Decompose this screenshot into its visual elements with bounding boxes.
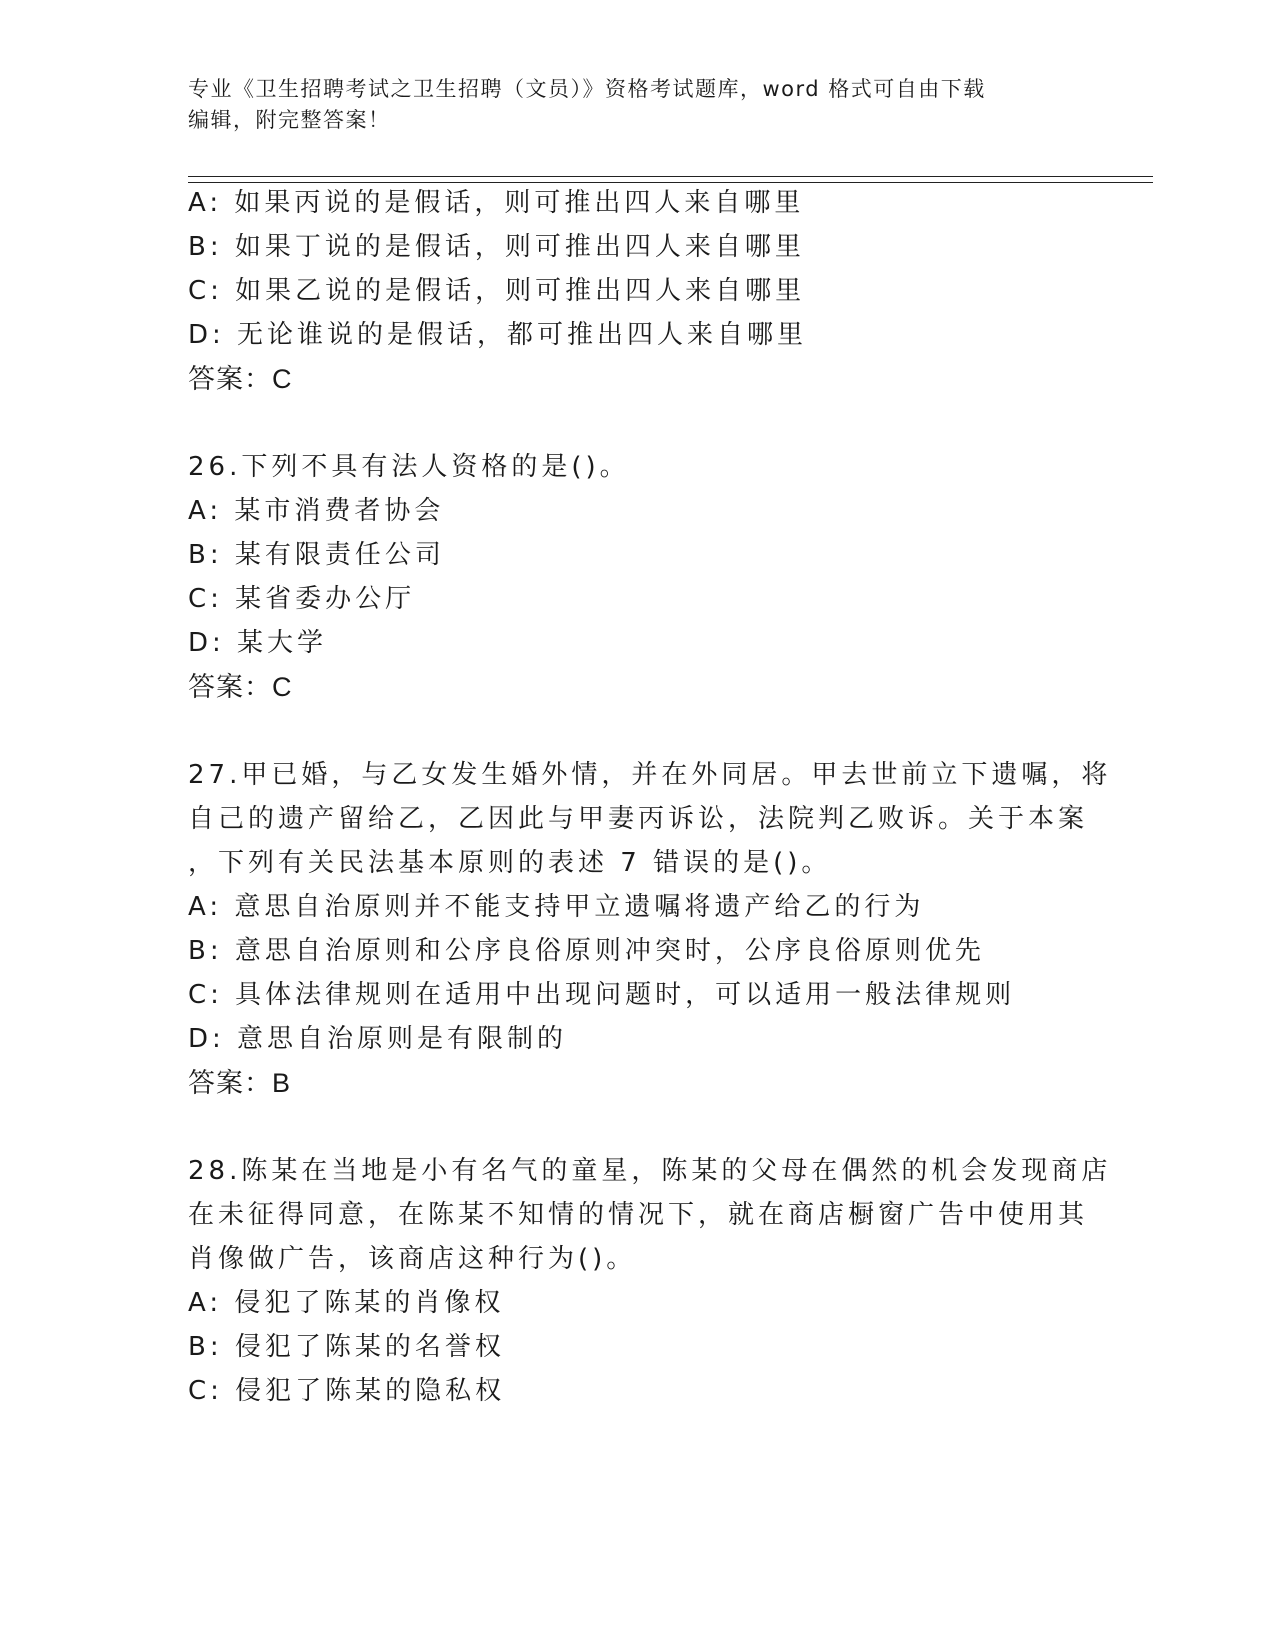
question-stem: 27.甲已婚，与乙女发生婚外情，并在外同居。甲去世前立下遗嘱，将 <box>188 760 1112 790</box>
document-header <box>188 74 1068 136</box>
question-stem: ，下列有关民法基本原则的表述 7 错误的是()。 <box>188 848 832 878</box>
header-rule-top <box>188 176 1153 177</box>
option-b: B: 侵犯了陈某的名誉权 <box>188 1332 505 1362</box>
option-b: B: 意思自治原则和公序良俗原则冲突时，公序良俗原则优先 <box>188 936 985 966</box>
option-d: D: 意思自治原则是有限制的 <box>188 1024 568 1054</box>
option-c: C: 具体法律规则在适用中出现问题时，可以适用一般法律规则 <box>188 980 1016 1010</box>
question-stem: 在未征得同意，在陈某不知情的情况下，就在商店橱窗广告中使用其 <box>188 1200 1089 1230</box>
option-c: C: 某省委办公厅 <box>188 584 416 614</box>
option-c: C: 如果乙说的是假话，则可推出四人来自哪里 <box>188 276 806 306</box>
option-b: B: 某有限责任公司 <box>188 540 445 570</box>
question-stem: 28.陈某在当地是小有名气的童星，陈某的父母在偶然的机会发现商店 <box>188 1156 1112 1186</box>
header-line-1: 专业《卫生招聘考试之卫生招聘（文员）》资格考试题库，word 格式可自由下载 <box>188 77 986 101</box>
header-rule-bottom <box>188 182 1153 183</box>
option-a: A: 意思自治原则并不能支持甲立遗嘱将遗产给乙的行为 <box>188 892 925 922</box>
question-stem: 自己的遗产留给乙，乙因此与甲妻丙诉讼，法院判乙败诉。关于本案 <box>188 804 1089 834</box>
question-stem: 26.下列不具有法人资格的是()。 <box>188 452 630 482</box>
option-d: D: 某大学 <box>188 628 328 658</box>
option-a: A: 某市消费者协会 <box>188 496 445 526</box>
option-b: B: 如果丁说的是假话，则可推出四人来自哪里 <box>188 232 805 262</box>
question-stem: 肖像做广告，该商店这种行为()。 <box>188 1244 637 1274</box>
answer: 答案：C <box>188 672 293 702</box>
option-c: C: 侵犯了陈某的隐私权 <box>188 1376 506 1406</box>
option-d: D: 无论谁说的是假话，都可推出四人来自哪里 <box>188 320 808 350</box>
option-a: A: 如果丙说的是假话，则可推出四人来自哪里 <box>188 188 805 218</box>
answer: 答案：C <box>188 364 293 394</box>
header-line-2: 编辑，附完整答案！ <box>188 108 391 132</box>
option-a: A: 侵犯了陈某的肖像权 <box>188 1288 505 1318</box>
answer: 答案：B <box>188 1068 292 1098</box>
